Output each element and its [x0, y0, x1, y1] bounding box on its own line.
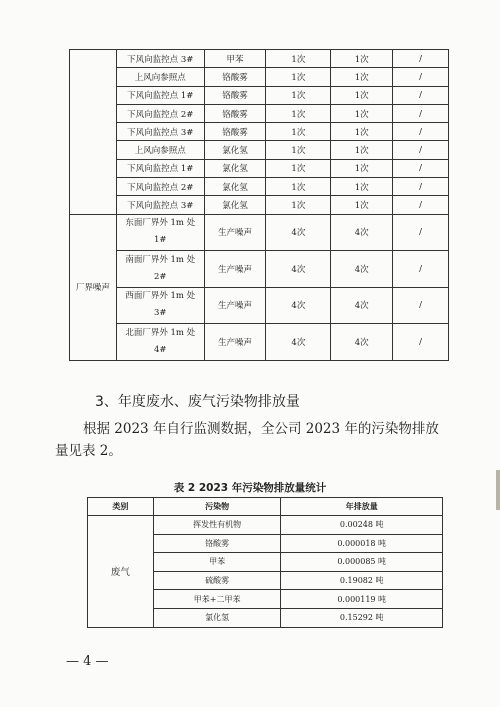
remark: / [393, 68, 449, 86]
frequency-b: 1次 [331, 123, 393, 141]
point-line-1: 东面厂界外 1m 处 [125, 218, 196, 229]
remark: / [393, 324, 449, 361]
monitor-point: 下风向监控点 3# [116, 50, 204, 68]
point-line-2: 2# [153, 271, 167, 282]
frequency-a: 1次 [266, 68, 331, 86]
monitor-item: 生产噪声 [204, 287, 266, 324]
pollutant-cell: 硫酸雾 [153, 571, 281, 590]
monitor-point [116, 251, 204, 288]
monitor-point: 上风向参照点 [116, 68, 204, 86]
monitor-item: 氯化氢 [204, 141, 266, 159]
frequency-a: 1次 [266, 86, 331, 104]
frequency-a: 1次 [266, 123, 331, 141]
monitor-point: 下风向监控点 1# [116, 86, 204, 104]
monitor-item: 甲苯 [204, 50, 266, 68]
point-line-1: 南面厂界外 1m 处 [125, 254, 196, 265]
frequency-a: 1次 [266, 50, 331, 68]
frequency-a: 1次 [266, 196, 331, 214]
remark: / [393, 214, 449, 251]
point-line-2: 1# [153, 235, 167, 246]
category-cell-noise: 厂界噪声 [70, 214, 117, 360]
monitor-point: 下风向监控点 3# [116, 196, 204, 214]
frequency-a: 1次 [266, 178, 331, 196]
page-edge-mark [496, 470, 500, 510]
body-paragraph: 根据 2023 年自行监测数据，全公司 2023 年的污染物排放量见表 2。 [55, 421, 439, 459]
point-line-1: 北面厂界外 1m 处 [125, 327, 196, 338]
remark: / [393, 123, 449, 141]
header-amount: 年排放量 [281, 498, 443, 516]
table-row [70, 324, 449, 361]
emission-table [87, 497, 443, 628]
amount-cell: 0.19082 吨 [281, 571, 443, 590]
monitor-item: 生产噪声 [204, 324, 266, 361]
frequency-a: 4次 [266, 324, 331, 361]
frequency-b: 1次 [331, 50, 393, 68]
remark: / [393, 159, 449, 177]
remark: / [393, 287, 449, 324]
frequency-b: 4次 [331, 251, 393, 288]
table-row [70, 214, 449, 251]
frequency-b: 1次 [331, 68, 393, 86]
monitor-item: 生产噪声 [204, 214, 266, 251]
remark: / [393, 104, 449, 122]
frequency-b: 1次 [331, 178, 393, 196]
pollutant-cell: 挥发性有机物 [153, 516, 281, 535]
frequency-b: 4次 [331, 324, 393, 361]
table-row [70, 86, 449, 104]
monitor-point [116, 287, 204, 324]
amount-cell: 0.15292 吨 [281, 608, 443, 627]
table-row [70, 104, 449, 122]
monitor-item: 氯化氢 [204, 178, 266, 196]
table-row [88, 516, 443, 535]
header-category: 类别 [88, 498, 154, 516]
monitor-item: 铬酸雾 [204, 86, 266, 104]
table-row [70, 196, 449, 214]
table-header-row [88, 498, 443, 516]
table-row [70, 178, 449, 196]
amount-cell: 0.000018 吨 [281, 534, 443, 553]
point-line-2: 3# [153, 308, 167, 319]
monitor-point: 上风向参照点 [116, 141, 204, 159]
pollutant-cell: 甲苯+二甲苯 [153, 590, 281, 609]
monitor-point [116, 214, 204, 251]
frequency-a: 1次 [266, 141, 331, 159]
frequency-b: 1次 [331, 141, 393, 159]
frequency-b: 1次 [331, 159, 393, 177]
remark: / [393, 251, 449, 288]
frequency-b: 1次 [331, 86, 393, 104]
monitor-item: 铬酸雾 [204, 104, 266, 122]
amount-cell: 0.000119 吨 [281, 590, 443, 609]
category-cell: 废气 [88, 516, 154, 628]
point-line-2: 4# [153, 344, 167, 355]
monitor-item: 铬酸雾 [204, 68, 266, 86]
page-number: — 4 — [66, 654, 109, 669]
monitor-point: 下风向监控点 1# [116, 159, 204, 177]
table-row [70, 50, 449, 68]
monitor-point [116, 324, 204, 361]
monitor-item: 氯化氢 [204, 196, 266, 214]
frequency-b: 4次 [331, 287, 393, 324]
table-row [70, 123, 449, 141]
monitor-point: 下风向监控点 3# [116, 123, 204, 141]
category-cell-air [70, 50, 117, 215]
pollutant-cell: 铬酸雾 [153, 534, 281, 553]
table-row [70, 251, 449, 288]
frequency-b: 4次 [331, 214, 393, 251]
pollutant-cell: 甲苯 [153, 553, 281, 572]
amount-cell: 0.000085 吨 [281, 553, 443, 572]
table-row [70, 287, 449, 324]
frequency-b: 1次 [331, 104, 393, 122]
monitor-item: 生产噪声 [204, 251, 266, 288]
point-line-1: 西面厂界外 1m 处 [125, 291, 196, 302]
table-row [70, 159, 449, 177]
monitoring-table [69, 49, 449, 361]
table-row [70, 68, 449, 86]
monitor-item: 氯化氢 [204, 159, 266, 177]
remark: / [393, 50, 449, 68]
remark: / [393, 196, 449, 214]
remark: / [393, 86, 449, 104]
section-heading: 3、年度废水、废气污染物排放量 [95, 394, 300, 410]
table-caption: 表 2 2023 年污染物排放量统计 [173, 482, 327, 494]
frequency-a: 4次 [266, 251, 331, 288]
frequency-a: 4次 [266, 214, 331, 251]
monitor-point: 下风向监控点 2# [116, 104, 204, 122]
frequency-a: 1次 [266, 104, 331, 122]
monitor-point: 下风向监控点 2# [116, 178, 204, 196]
frequency-b: 1次 [331, 196, 393, 214]
frequency-a: 1次 [266, 159, 331, 177]
remark: / [393, 141, 449, 159]
table-row [70, 141, 449, 159]
monitor-item: 铬酸雾 [204, 123, 266, 141]
amount-cell: 0.00248 吨 [281, 516, 443, 535]
header-pollutant: 污染物 [153, 498, 281, 516]
frequency-a: 4次 [266, 287, 331, 324]
pollutant-cell: 氯化氢 [153, 608, 281, 627]
remark: / [393, 178, 449, 196]
